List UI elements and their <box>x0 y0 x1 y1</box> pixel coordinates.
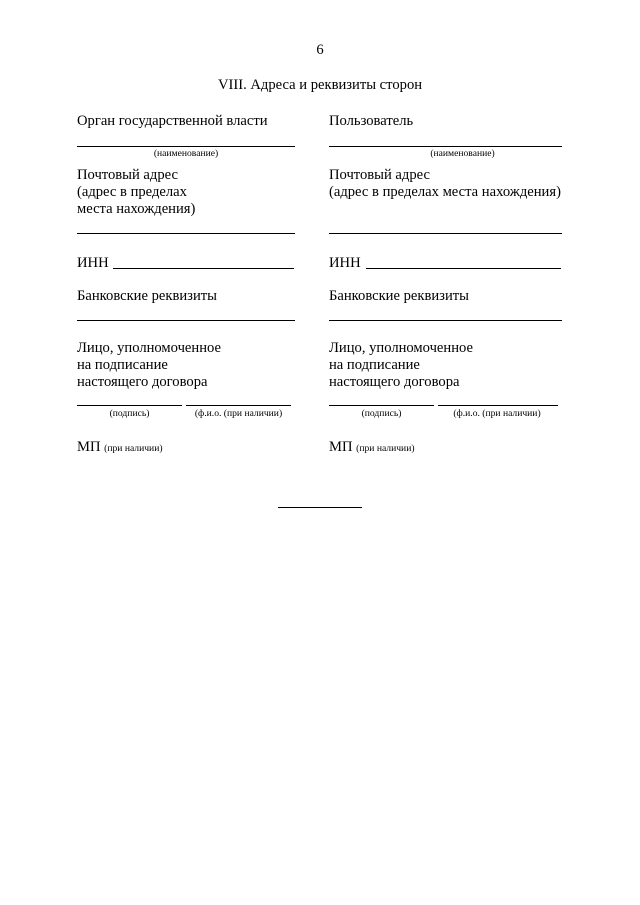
left-fio-caption: (ф.и.о. (при наличии) <box>194 408 283 419</box>
right-party-title: Пользователь <box>329 113 414 129</box>
right-signer-line-3: настоящего договора <box>329 374 460 390</box>
right-signer-line-1: Лицо, уполномоченное <box>329 340 473 356</box>
right-signer-line-2: на подписание <box>329 357 420 373</box>
left-bank-line <box>77 320 295 321</box>
right-signature-line <box>329 405 434 406</box>
left-inn-label: ИНН <box>77 255 109 271</box>
left-signature-caption: (подпись) <box>109 408 150 419</box>
right-inn-line <box>366 268 561 269</box>
left-address-line-2: (адрес в пределах <box>77 184 187 200</box>
right-address-line <box>329 233 562 234</box>
right-seal-label: МП <box>329 439 353 455</box>
right-signature-caption: (подпись) <box>361 408 402 419</box>
right-seal <box>329 439 415 457</box>
left-seal <box>77 439 163 457</box>
right-fio-caption: (ф.и.о. (при наличии) <box>453 408 541 419</box>
left-name-caption: (наименование) <box>153 148 219 159</box>
left-bank-label: Банковские реквизиты <box>77 288 217 304</box>
left-party-title: Орган государственной власти <box>77 113 268 129</box>
right-address-line-2: (адрес в пределах места нахождения) <box>329 184 561 200</box>
right-bank-line <box>329 320 562 321</box>
page-number: 6 <box>316 42 324 58</box>
section-title: VIII. Адреса и реквизиты сторон <box>217 77 423 93</box>
left-signer-line-1: Лицо, уполномоченное <box>77 340 221 356</box>
right-seal-note: (при наличии) <box>356 443 415 454</box>
left-signer-line-2: на подписание <box>77 357 168 373</box>
right-address-line-1: Почтовый адрес <box>329 167 430 183</box>
left-fio-line <box>186 405 291 406</box>
right-fio-line <box>438 405 558 406</box>
left-seal-label: МП <box>77 439 101 455</box>
right-inn-label: ИНН <box>329 255 361 271</box>
left-name-line <box>77 146 295 147</box>
left-address-line <box>77 233 295 234</box>
left-address-line-1: Почтовый адрес <box>77 167 178 183</box>
right-bank-label: Банковские реквизиты <box>329 288 469 304</box>
left-inn-line <box>113 268 294 269</box>
left-signature-line <box>77 405 182 406</box>
end-rule <box>278 507 362 508</box>
right-name-caption: (наименование) <box>430 148 495 159</box>
left-seal-note: (при наличии) <box>104 443 163 454</box>
right-name-line <box>329 146 562 147</box>
left-address-line-3: места нахождения) <box>77 201 196 217</box>
left-signer-line-3: настоящего договора <box>77 374 208 390</box>
